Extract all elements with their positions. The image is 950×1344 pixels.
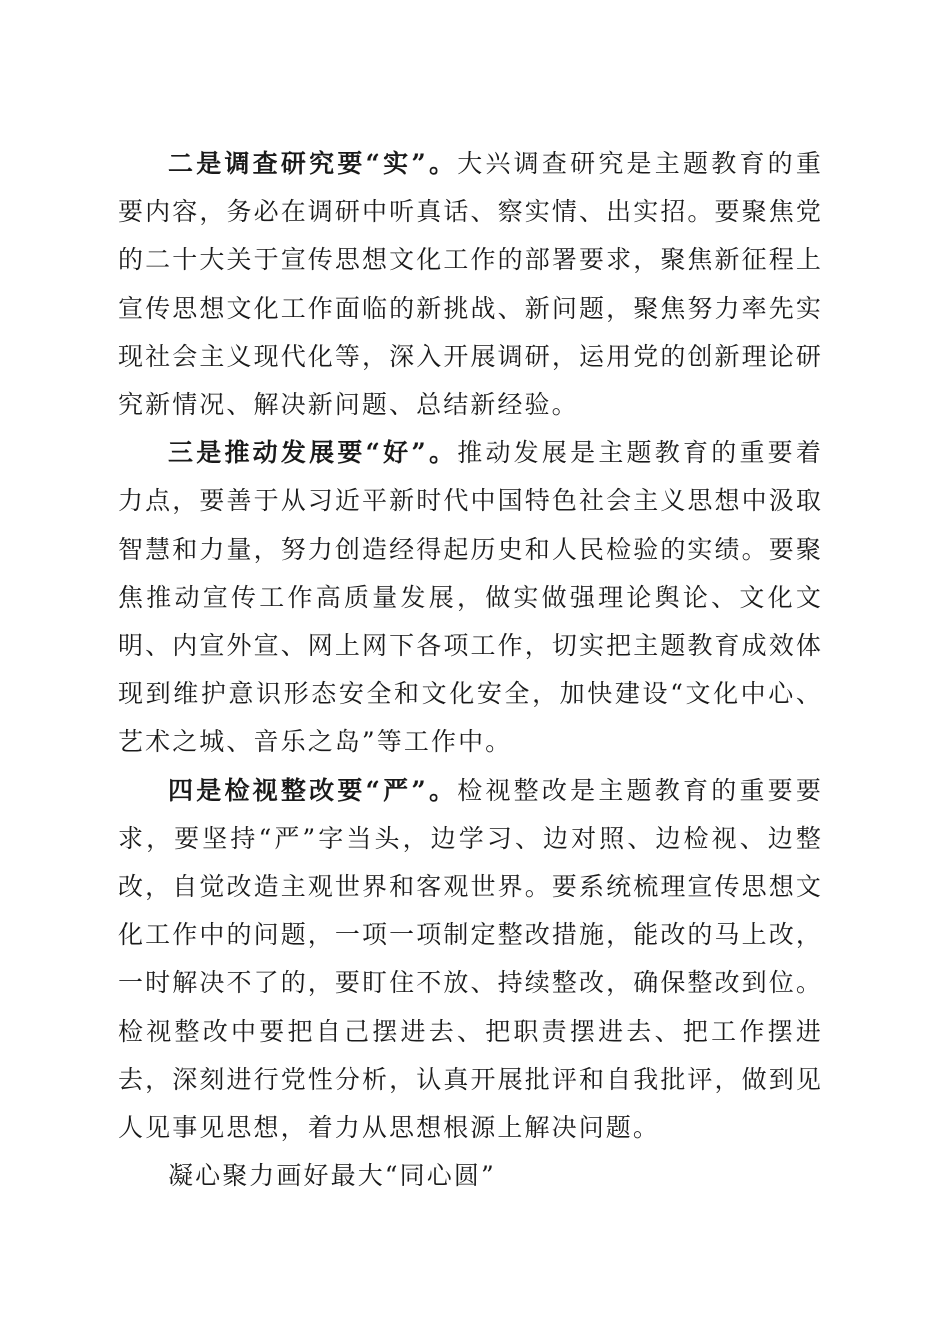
paragraph-lead: 四是检视整改要“严”。: [168, 775, 458, 805]
paragraph-text: 大兴调查研究是主题教育的重要内容，务必在调研中听真话、察实情、出实招。要聚焦党的二十大关于宣传思想文化工作的部署要求，聚焦新征程上宣传思想文化工作面临的新挑战、新问题，聚焦努力率先实现社会主义现代化等，深入开展调研，运用党的创新理论研究新情况、解决新问题、总结新经验。: [118, 149, 823, 420]
paragraph-text: 推动发展是主题教育的重要着力点，要善于从习近平新时代中国特色社会主义思想中汲取智慧和力量，努力创造经得起历史和人民检验的实绩。要聚焦推动宣传工作高质量发展，做实做强理论舆论、文化文明、内宣外宣、网上网下各项工作，切实把主题教育成效体现到维护意识形态安全和文化安全，加快建设“文化中心、艺术之城、音乐之岛”等工作中。: [118, 438, 823, 757]
paragraph-development: [118, 429, 823, 766]
paragraph-lead: 三是推动发展要“好”。: [168, 438, 458, 468]
section-heading: 凝心聚力画好最大“同心圆”: [168, 1161, 496, 1191]
document-body: [118, 140, 823, 1200]
paragraph-investigation: [118, 140, 823, 429]
paragraph-lead: 二是调查研究要“实”。: [168, 149, 458, 178]
paragraph-text: 检视整改是主题教育的重要要求，要坚持“严”字当头，边学习、边对照、边检视、边整改，自觉改造主观世界和客观世界。要系统梳理宣传思想文化工作中的问题，一项一项制定整改措施，能改的马上改，一时解决不了的，要盯住不放、持续整改，确保整改到位。检视整改中要把自己摆进去、把职责摆进去、把工作摆进去，深刻进行党性分析，认真开展批评和自我批评，做到见人见事见思想，着力从思想根源上解决问题。: [118, 775, 823, 1143]
paragraph-rectification: [118, 767, 823, 1153]
